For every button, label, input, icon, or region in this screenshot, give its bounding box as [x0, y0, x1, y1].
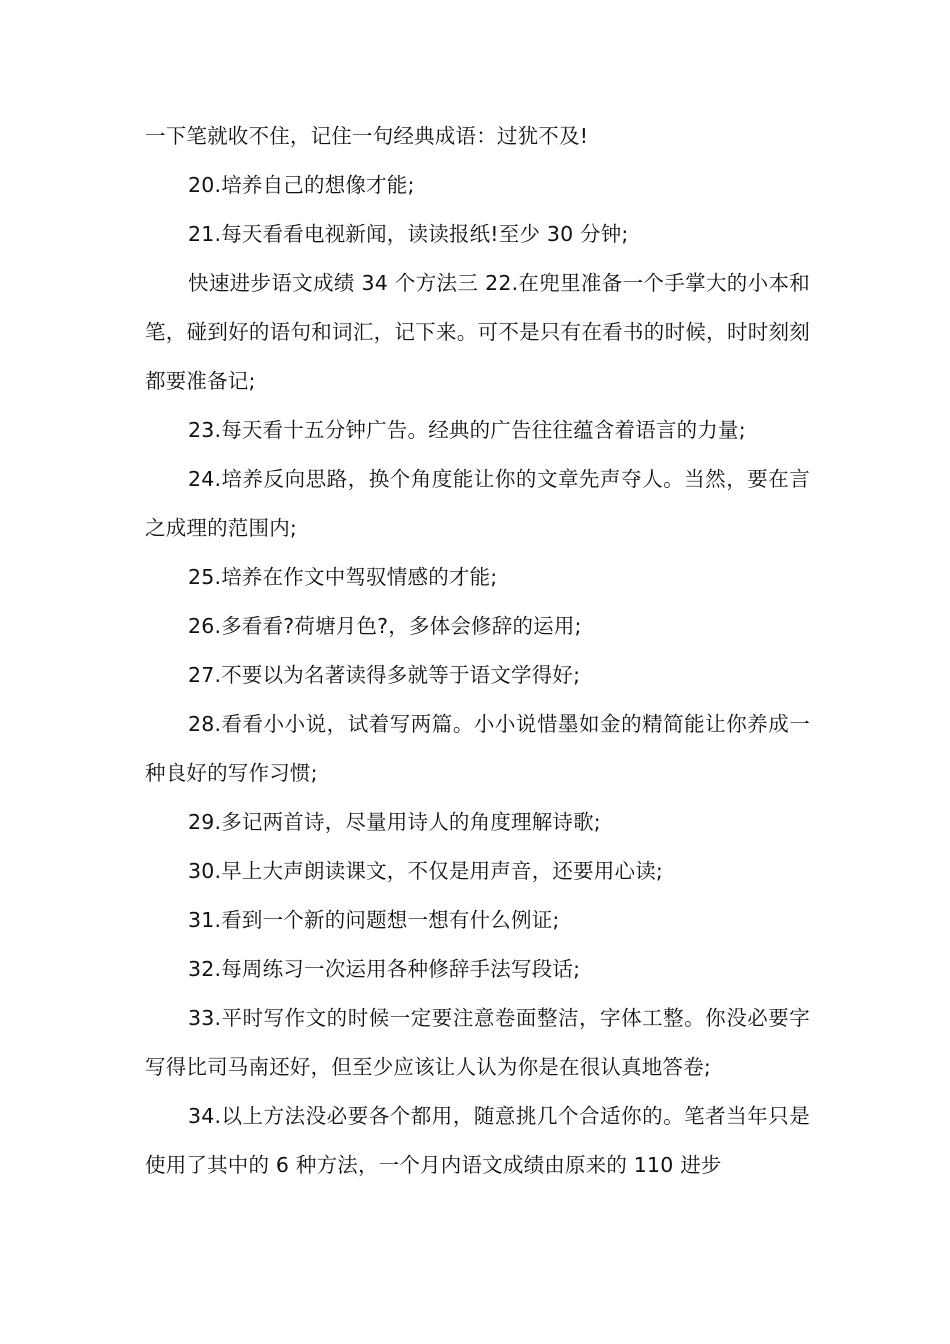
paragraph-tip-31: 31.看到一个新的问题想一想有什么例证; [188, 908, 560, 932]
paragraph-tip-30: 30.早上大声朗读课文，不仅是用声音，还要用心读; [188, 859, 664, 883]
paragraph-tip-20: 20.培养自己的想像才能; [188, 173, 415, 197]
paragraph-tip-33: 33.平时写作文的时候一定要注意卷面整洁，字体工整。你没必要字写得比司马南还好，但至少应该让人认为你是在很认真地答卷; [145, 1006, 810, 1079]
paragraph-tip-26: 26.多看看?荷塘月色?，多体会修辞的运用; [188, 614, 582, 638]
paragraph-tip-23: 23.每天看十五分钟广告。经典的广告往往蕴含着语言的力量; [188, 418, 746, 442]
paragraph-tip-24: 24.培养反向思路，换个角度能让你的文章先声夺人。当然，要在言之成理的范围内; [145, 467, 810, 540]
paragraph-tip-22: 快速进步语文成绩 34 个方法三 22.在兜里准备一个手掌大的小本和笔，碰到好的语句和词汇，记下来。可不是只有在看书的时候，时时刻刻都要准备记; [145, 271, 810, 393]
paragraph-tip-29: 29.多记两首诗，尽量用诗人的角度理解诗歌; [188, 810, 601, 834]
paragraph-tip-25: 25.培养在作文中驾驭情感的才能; [188, 565, 498, 589]
paragraph-tip-27: 27.不要以为名著读得多就等于语文学得好; [188, 663, 581, 687]
document-body [145, 112, 810, 1190]
paragraph-continuation: 一下笔就收不住，记住一句经典成语：过犹不及! [145, 124, 589, 148]
paragraph-tip-28: 28.看看小小说，试着写两篇。小小说惜墨如金的精简能让你养成一种良好的写作习惯; [145, 712, 810, 785]
paragraph-tip-32: 32.每周练习一次运用各种修辞手法写段话; [188, 957, 581, 981]
paragraph-tip-34: 34.以上方法没必要各个都用，随意挑几个合适你的。笔者当年只是使用了其中的 6 种方法，一个月内语文成绩由原来的 110 进步 [145, 1104, 810, 1177]
paragraph-tip-21: 21.每天看看电视新闻，读读报纸!至少 30 分钟; [188, 222, 629, 246]
